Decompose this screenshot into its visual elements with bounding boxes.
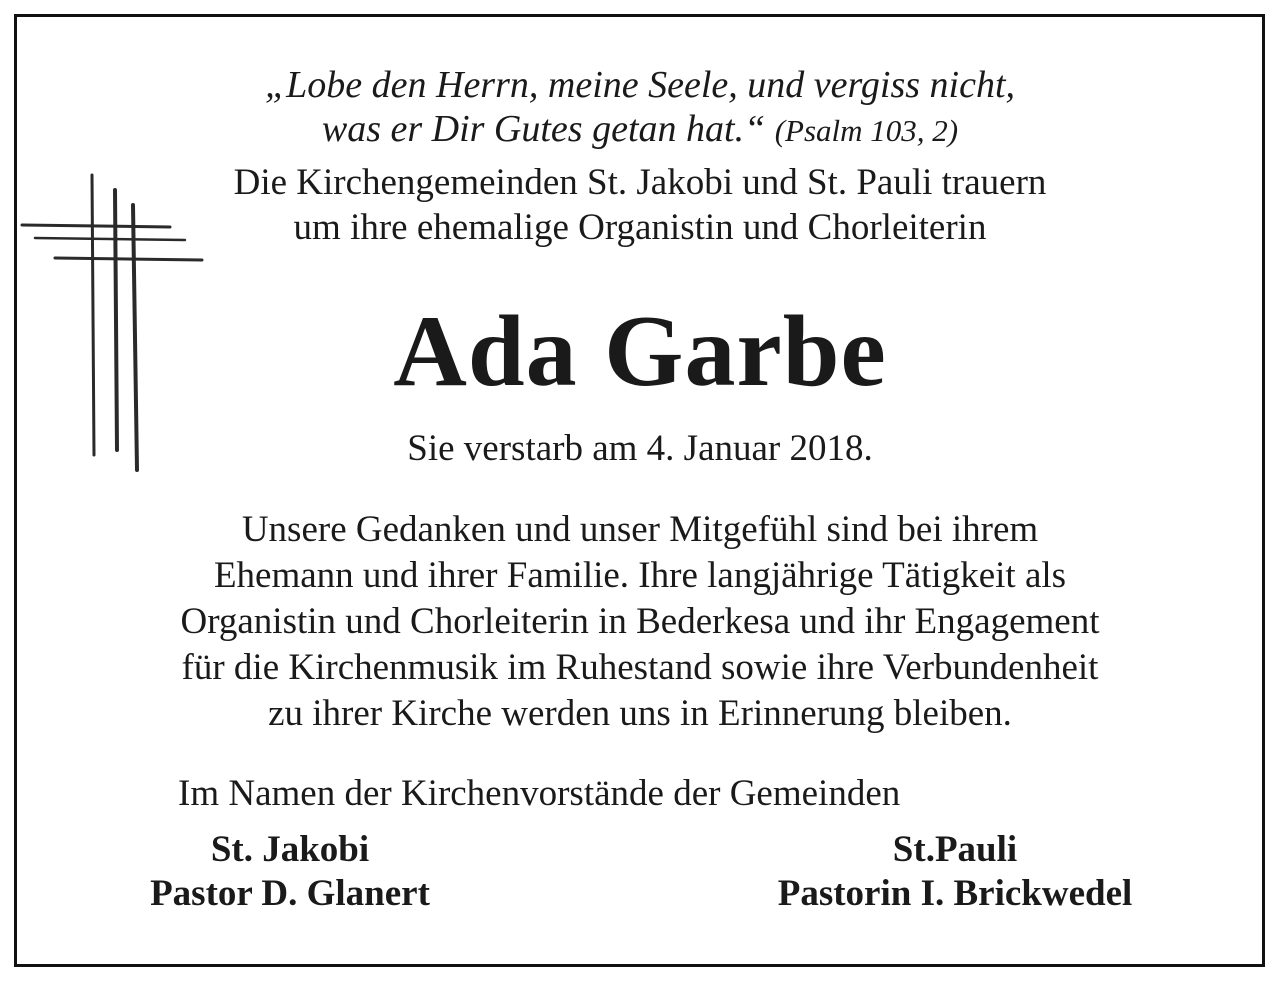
quote-text-2: was er Dir Gutes getan hat.“: [321, 108, 766, 150]
quote-line-2: [0, 107, 1280, 153]
signature-jakobi: [110, 828, 470, 916]
condolence-line-2: Ehemann und ihrer Familie. Ihre langjährige Tätigkeit als: [213, 555, 1067, 596]
intro-line-1: Die Kirchengemeinden St. Jakobi und St. Pauli trauern: [233, 162, 1047, 203]
death-statement: Sie verstarb am 4. Januar 2018.: [407, 428, 873, 469]
signature-pauli: [730, 828, 1180, 916]
notice-frame: [14, 14, 1265, 967]
condolence-line-4: für die Kirchenmusik im Ruhestand sowie ihre Verbundenheit: [181, 647, 1099, 688]
parish-name: St.Pauli: [892, 829, 1018, 870]
deceased-name: Ada Garbe: [393, 295, 887, 408]
pastor-name: Pastor D. Glanert: [150, 873, 430, 914]
condolence-line-5: zu ihrer Kirche werden uns in Erinnerung bleiben.: [268, 693, 1012, 734]
parish-name: St. Jakobi: [210, 829, 370, 870]
on-behalf-text: Im Namen der Kirchenvorstände der Gemeinden: [178, 773, 901, 814]
quote-reference: (Psalm 103, 2): [774, 113, 959, 148]
quote-text-1: „Lobe den Herrn, meine Seele, und vergiss nicht,: [265, 64, 1015, 106]
condolence-line-1: Unsere Gedanken und unser Mitgefühl sind bei ihrem: [241, 509, 1039, 550]
condolence-line-3: Organistin und Chorleiterin in Bederkesa und ihr Engagement: [180, 601, 1100, 642]
quote-line-1: [0, 63, 1280, 107]
pastor-name: Pastorin I. Brickwedel: [777, 873, 1133, 914]
intro-line-2: um ihre ehemalige Organistin und Chorleiterin: [293, 207, 987, 248]
